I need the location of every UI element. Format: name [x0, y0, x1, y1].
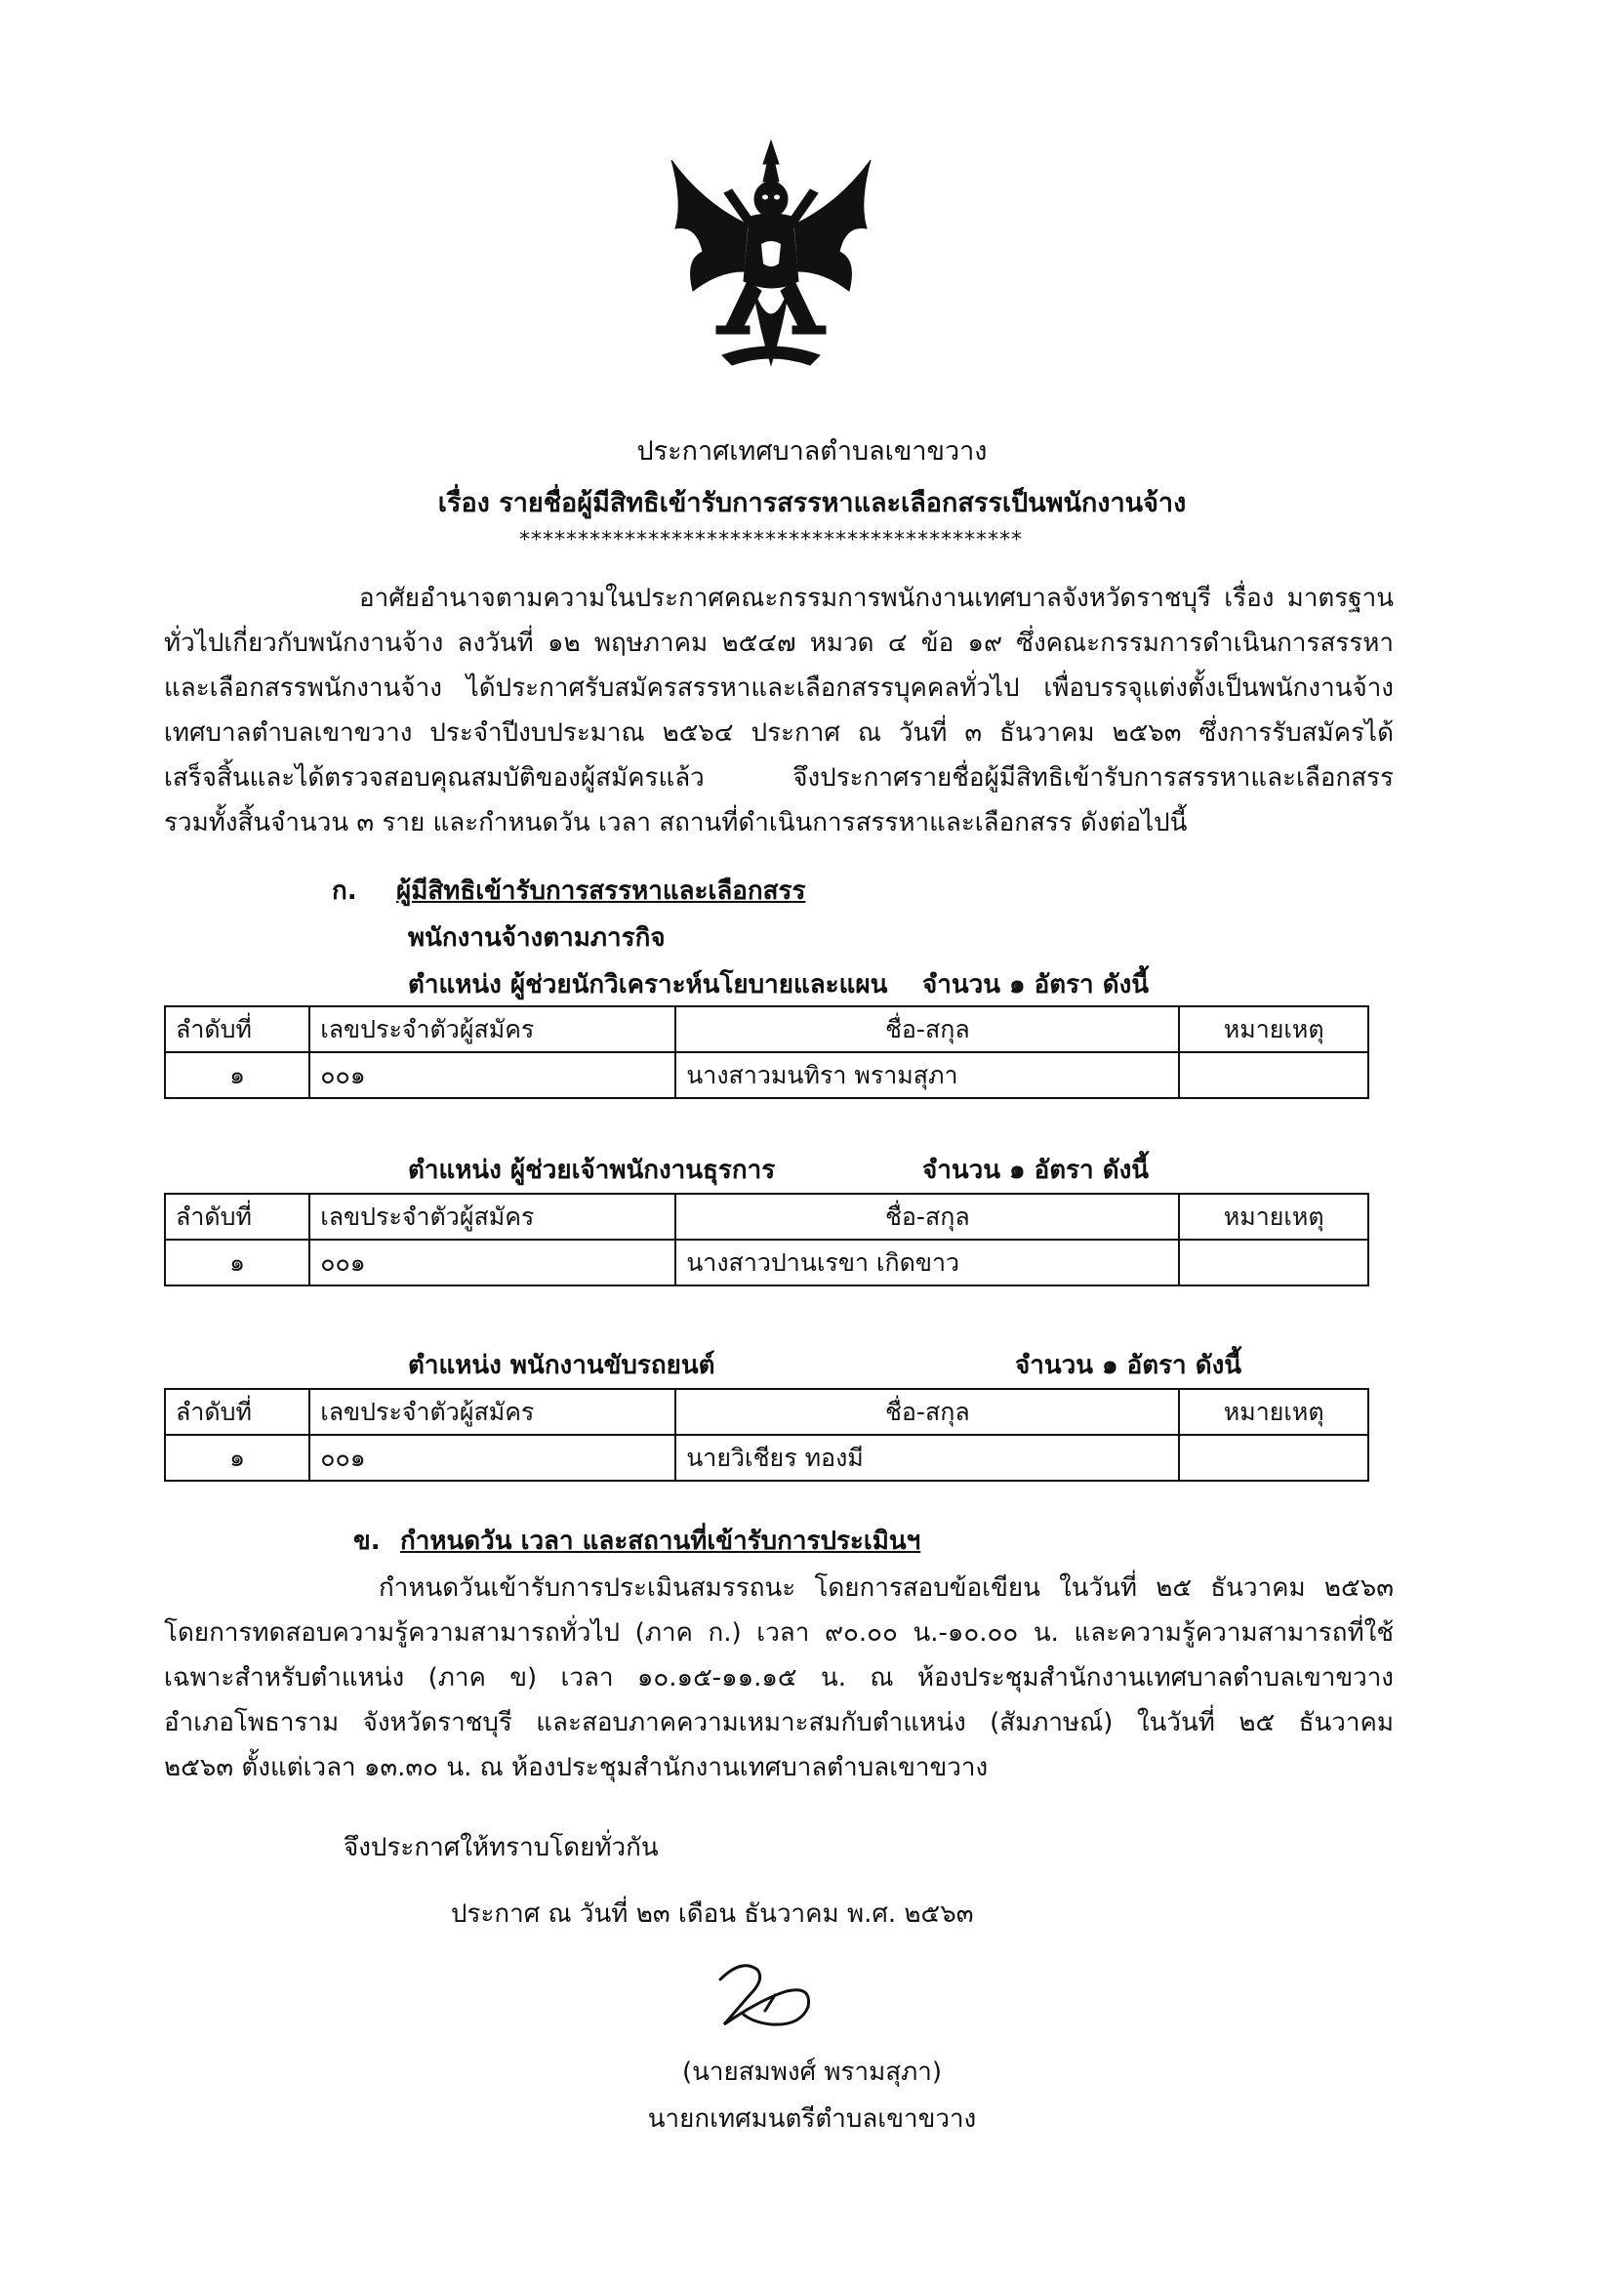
cell-applicant-id: ๐๐๑: [309, 1052, 675, 1098]
intro-line: ทั่วไปเกี่ยวกับพนักงานจ้าง ลงวันที่ ๑๒ พฤษภาคม ๒๕๔๗ หมวด ๔ ข้อ ๑๙ ซึ่งคณะกรรมการดำเนินการสรรหา: [164, 629, 1394, 658]
section-b-paragraph: [164, 1566, 1394, 1790]
section-b-title: กำหนดวัน เวลา และสถานที่เข้ารับการประเมินฯ: [400, 1527, 921, 1556]
header-remark: หมายเหตุ: [1179, 1006, 1368, 1052]
intro-line: และเลือกสรรพนักงานจ้าง ได้ประกาศรับสมัครสรรหาและเลือกสรรบุคคลทั่วไป เพื่อบรรจุแต่งตั้งเป็นพนักงานจ้าง: [164, 673, 1394, 703]
cell-order: ๑: [165, 1052, 309, 1098]
header-full-name: ชื่อ-สกุล: [675, 1194, 1179, 1240]
intro-line: รวมทั้งสิ้นจำนวน ๓ ราย และกำหนดวัน เวลา สถานที่ดำเนินการสรรหาและเลือกสรร ดังต่อไปนี้: [164, 808, 1188, 837]
cell-remark: [1179, 1052, 1368, 1098]
header-order: ลำดับที่: [165, 1389, 309, 1435]
position-3-table: [164, 1388, 1369, 1482]
cell-order: ๑: [165, 1435, 309, 1481]
cell-full-name: นางสาวมนทิรา พรามสุภา: [675, 1052, 1179, 1098]
table-row: [165, 1052, 1368, 1098]
schedule-line: กำหนดวันเข้ารับการประเมินสมรรถนะ โดยการสอบข้อเขียน ในวันที่ ๒๕ ธันวาคม ๒๕๖๓: [379, 1573, 1394, 1603]
table-row: [165, 1435, 1368, 1481]
table-row: [165, 1240, 1368, 1285]
table-header-row: [165, 1006, 1368, 1052]
intro-line: อาศัยอำนาจตามความในประกาศคณะกรรมการพนักงานเทศบาลจังหวัดราชบุรี เรื่อง มาตรฐาน: [359, 584, 1394, 613]
header-full-name: ชื่อ-สกุล: [675, 1389, 1179, 1435]
header-applicant-id: เลขประจำตัวผู้สมัคร: [309, 1006, 675, 1052]
section-a-title: ผู้มีสิทธิเข้ารับการสรรหาและเลือกสรร: [396, 877, 806, 906]
schedule-line: อำเภอโพธาราม จังหวัดราชบุรี และสอบภาคความเหมาะสมกับตำแหน่ง (สัมภาษณ์) ในวันที่ ๒๕ ธันวาคม: [164, 1708, 1394, 1737]
announcement-subject: เรื่อง รายชื่อผู้มีสิทธิเข้ารับการสรรหาและเลือกสรรเป็นพนักงานจ้าง: [437, 488, 1187, 518]
signature-mark: [693, 1952, 830, 2040]
intro-line: เสร็จสิ้นและได้ตรวจสอบคุณสมบัติของผู้สมัครแล้ว จึงประกาศรายชื่อผู้มีสิทธิเข้ารับการสรรหาและเลือกสรร: [164, 763, 1394, 793]
header-order: ลำดับที่: [165, 1006, 309, 1052]
header-applicant-id: เลขประจำตัวผู้สมัคร: [309, 1194, 675, 1240]
schedule-line: ๒๕๖๓ ตั้งแต่เวลา ๑๓.๓๐ น. ณ ห้องประชุมสำนักงานเทศบาลตำบลเขาขวาง: [164, 1753, 989, 1782]
section-a-subtitle: พนักงานจ้างตามภารกิจ: [408, 923, 666, 953]
position-1-table: [164, 1005, 1369, 1099]
position-3-count: จำนวน ๑ อัตรา ดังนี้: [1015, 1351, 1242, 1380]
cell-order: ๑: [165, 1240, 309, 1285]
table-header-row: [165, 1389, 1368, 1435]
signatory-title: นายกเทศมนตรีตำบลเขาขวาง: [647, 2104, 977, 2134]
header-remark: หมายเหตุ: [1179, 1194, 1368, 1240]
cell-full-name: นายวิเชียร ทองมี: [675, 1435, 1179, 1481]
cell-remark: [1179, 1435, 1368, 1481]
announcement-date: ประกาศ ณ วันที่ ๒๓ เดือน ธันวาคม พ.ศ. ๒๕๖๓: [451, 1899, 974, 1929]
schedule-line: โดยการทดสอบความรู้ความสามารถทั่วไป (ภาค ก.) เวลา ๙๐.๐๐ น.-๑๐.๐๐ น. และความรู้ความสามารถที่ใช้: [164, 1618, 1394, 1648]
position-1-count: จำนวน ๑ อัตรา ดังนี้: [922, 970, 1150, 999]
header-order: ลำดับที่: [165, 1194, 309, 1240]
cell-full-name: นางสาวปานเรขา เกิดขาว: [675, 1240, 1179, 1285]
table-header-row: [165, 1194, 1368, 1240]
position-2-title: ตำแหน่ง ผู้ช่วยเจ้าพนักงานธุรการ: [408, 1156, 776, 1185]
header-remark: หมายเหตุ: [1179, 1389, 1368, 1435]
position-3-title: ตำแหน่ง พนักงานขับรถยนต์: [408, 1351, 715, 1380]
intro-line: เทศบาลตำบลเขาขวาง ประจำปีงบประมาณ ๒๕๖๔ ประกาศ ณ วันที่ ๓ ธันวาคม ๒๕๖๓ ซึ่งการรับสมัครได้: [164, 718, 1394, 748]
schedule-line: เฉพาะสำหรับตำแหน่ง (ภาค ข) เวลา ๑๐.๑๕-๑๑.๑๕ น. ณ ห้องประชุมสำนักงานเทศบาลตำบลเขาขวาง: [164, 1663, 1394, 1693]
section-a-label: ก.: [332, 877, 357, 906]
announcement-issuer: ประกาศเทศบาลตำบลเขาขวาง: [636, 436, 988, 467]
signatory-name: (นายสมพงศ์ พรามสุภา): [682, 2058, 942, 2087]
section-b-label: ข.: [353, 1527, 381, 1556]
cell-remark: [1179, 1240, 1368, 1285]
closing-announce: จึงประกาศให้ทราบโดยทั่วกัน: [344, 1833, 659, 1862]
position-1-title: ตำแหน่ง ผู้ช่วยนักวิเคราะห์นโยบายและแผน: [408, 970, 888, 999]
garuda-emblem-icon: [664, 135, 878, 379]
cell-applicant-id: ๐๐๑: [309, 1240, 675, 1285]
separator: *******************************************: [519, 528, 1023, 552]
header-full-name: ชื่อ-สกุล: [675, 1006, 1179, 1052]
cell-applicant-id: ๐๐๑: [309, 1435, 675, 1481]
position-2-table: [164, 1193, 1369, 1286]
position-2-count: จำนวน ๑ อัตรา ดังนี้: [922, 1156, 1150, 1185]
intro-paragraph: [164, 576, 1394, 845]
header-applicant-id: เลขประจำตัวผู้สมัคร: [309, 1389, 675, 1435]
